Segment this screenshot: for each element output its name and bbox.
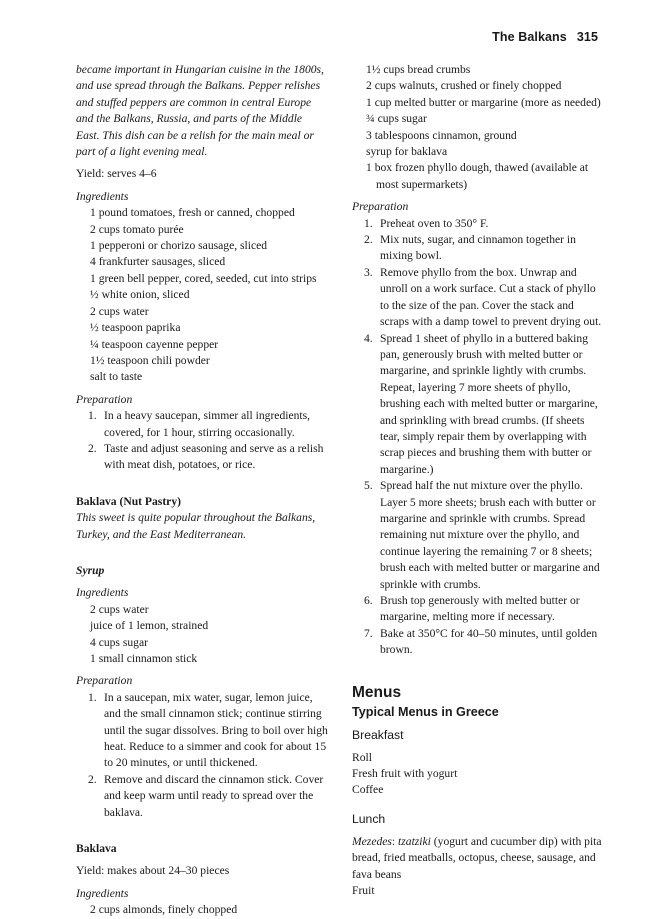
ingredient-item: syrup for baklava [366, 145, 448, 159]
menu-item: Coffee [352, 783, 384, 797]
step-item [76, 408, 328, 441]
section-title: The Balkans [492, 30, 567, 44]
lunch-heading: Lunch [352, 811, 386, 826]
recipe-title: Baklava [76, 842, 117, 856]
menu-item: Roll [352, 750, 372, 764]
ingredient-item: 1 cup melted butter or margarine (more as needed) [366, 95, 601, 109]
step-text: Spread half the nut mixture over the phyllo. Layer 5 more sheets; brush each with butter or margarine and sprinkle with crumbs. Spread remaining nut mixture over the phyllo, and continue layering the remaining 7 or 8 sheets; brush each with melted butter or margarine and sprinkle with crumbs. [380, 479, 600, 591]
step-item [352, 626, 602, 659]
ingredients-label: Ingredients [76, 189, 129, 203]
ingredient-item: 2 cups water [90, 602, 149, 616]
ingredient-item: 2 cups water [90, 304, 149, 318]
ingredient-item: 1 box frozen phyllo dough, thawed (available at most supermarkets) [366, 161, 589, 191]
step-number: 4. [364, 331, 373, 345]
ingredients-label: Ingredients [76, 886, 129, 900]
ingredient-item: 1½ cups bread crumbs [366, 63, 471, 76]
ingredient-item: 3 tablespoons cinnamon, ground [366, 128, 517, 142]
tzatziki-term: tzatziki [398, 834, 431, 848]
step-number: 1. [88, 690, 97, 704]
ingredient-item: 4 cups sugar [90, 635, 148, 649]
syrup-ingredients-list [76, 602, 328, 668]
menu-item: Fresh fruit with yogurt [352, 767, 458, 781]
syrup-steps [76, 690, 328, 821]
step-item [352, 593, 602, 626]
step-text: Preheat oven to 350° F. [380, 216, 489, 230]
yield-text: Yield: serves 4–6 [76, 167, 157, 181]
ingredient-item: 1 pound tomatoes, fresh or canned, chopped [90, 206, 295, 220]
ingredient-item: 1 pepperoni or chorizo sausage, sliced [90, 239, 268, 253]
step-item [352, 331, 602, 479]
step-item [76, 441, 328, 474]
intro-paragraph: became important in Hungarian cuisine in the 1800s, and use spread through the Balkans. Pepper relishes and stuffed peppers are common in central Europe and the Balkans, Russia, and parts of the Middle East. This dish can be a relish for the main meal or part of a light evening meal. [76, 63, 324, 159]
right-column [352, 62, 602, 899]
ingredients-label: Ingredients [76, 586, 129, 600]
ingredient-item: 2 cups walnuts, crushed or finely chopped [366, 79, 562, 93]
menu-item: Fruit [352, 884, 375, 898]
step-text: Taste and adjust seasoning and serve as a relish with meat dish, potatoes, or rice. [104, 441, 324, 472]
preparation-label: Preparation [352, 200, 409, 214]
ingredients-list [76, 205, 328, 385]
step-item [352, 216, 602, 232]
ingredient-item: ¾ cups sugar [366, 112, 427, 126]
step-text: Bake at 350°C for 40–50 minutes, until golden brown. [380, 626, 598, 657]
step-text: Mix nuts, sugar, and cinnamon together in mixing bowl. [380, 233, 576, 263]
step-text: In a saucepan, mix water, sugar, lemon juice, and the small cinnamon stick; continue stirring until the sugar dissolves. Bring to boil over high heat. Reduce to a simmer and cook for about 15 to 20 minutes, or until thickened. [104, 690, 328, 770]
menu-colon: : [391, 834, 399, 848]
step-text: Brush top generously with melted butter or margarine, melting more if necessary. [380, 594, 580, 624]
breakfast-items [352, 750, 602, 799]
preparation-label: Preparation [76, 392, 133, 406]
running-head [492, 30, 598, 44]
menu-item [352, 834, 602, 883]
step-item [352, 232, 602, 265]
step-text: Spread 1 sheet of phyllo in a buttered baking pan, generously brush with melted butter or margarine, and sprinkle lightly with crumbs. Repeat, layering 7 more sheets of phyllo, brushing each with melted butter or margarine, and sprinkling with bread crumbs. (If sheets tear, simply repair them by overlapping with scrap pieces and brushing them with butter or margarine.) [380, 331, 598, 476]
ingredient-item: juice of 1 lemon, strained [90, 619, 209, 633]
preparation-label: Preparation [76, 674, 133, 688]
step-number: 6. [364, 594, 373, 607]
menus-title: Menus [352, 683, 402, 701]
step-item [76, 690, 328, 772]
step-number: 1. [364, 216, 373, 230]
ingredient-item: 2 cups tomato purée [90, 222, 184, 236]
recipe-title: Baklava (Nut Pastry) [76, 494, 181, 508]
preparation-steps [76, 408, 328, 474]
ingredient-item: salt to taste [90, 370, 143, 384]
menu-item-rest: (yogurt and cucumber dip) with pita bread, fried meatballs, octopus, cheese, sausage, and fava beans [352, 834, 602, 881]
step-number: 1. [88, 409, 97, 423]
menus-subtitle: Typical Menus in Greece [352, 704, 499, 719]
step-text: Remove and discard the cinnamon stick. Cover and keep warm until ready to spread over the baklava. [104, 772, 324, 819]
yield-text: Yield: makes about 24–30 pieces [76, 864, 230, 878]
recipe-description: This sweet is quite popular throughout the Balkans, Turkey, and the East Mediterranean. [76, 511, 316, 541]
baklava-steps [352, 216, 602, 659]
ingredient-item: ½ white onion, sliced [90, 288, 190, 302]
ingredient-item: 2 cups almonds, finely chopped [90, 903, 238, 917]
step-item [352, 478, 602, 593]
ingredient-item: 1 green bell pepper, cored, seeded, cut into strips [90, 271, 317, 285]
breakfast-heading: Breakfast [352, 727, 404, 742]
syrup-title: Syrup [76, 563, 105, 577]
lunch-items [352, 834, 602, 900]
left-column [76, 62, 328, 919]
page-number: 315 [576, 30, 598, 44]
step-number: 7. [364, 626, 373, 640]
baklava-ingredients-continued [352, 62, 602, 193]
step-number: 2. [364, 233, 373, 247]
step-number: 3. [364, 265, 373, 279]
step-number: 2. [88, 772, 97, 786]
ingredient-item: ¼ teaspoon cayenne pepper [90, 337, 219, 351]
ingredient-item: ½ teaspoon paprika [90, 321, 181, 335]
ingredient-item: 1½ teaspoon chili powder [90, 353, 210, 367]
step-number: 5. [364, 479, 373, 493]
step-text: Remove phyllo from the box. Unwrap and unroll on a work surface. Cut a stack of phyllo to the size of the pan. Cover the stack and scraps with a damp towel to prevent drying out. [380, 265, 602, 329]
step-number: 2. [88, 441, 97, 455]
ingredient-item: 4 frankfurter sausages, sliced [90, 255, 226, 269]
step-item [76, 772, 328, 821]
step-item [352, 265, 602, 331]
mezedes-term: Mezedes [352, 834, 392, 848]
step-text: In a heavy saucepan, simmer all ingredients, covered, for 1 hour, stirring occasionally. [104, 409, 311, 439]
ingredient-item: 1 small cinnamon stick [90, 652, 198, 665]
